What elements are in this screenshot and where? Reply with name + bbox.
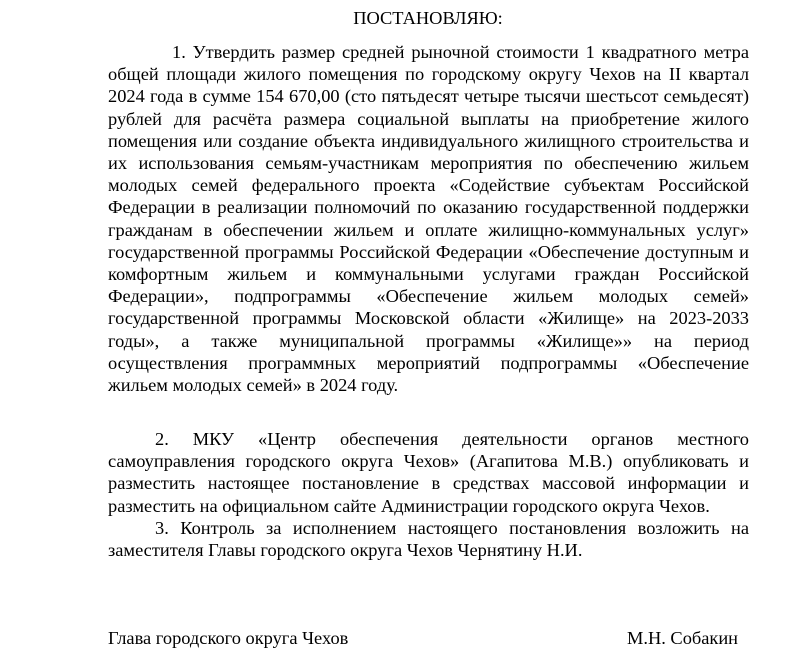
signature-position: Глава городского округа Чехов: [108, 628, 349, 648]
paragraph-3: 3. Контроль за исполнением настоящего постановления возложить на заместителя Главы городского округа Чехов Чернятину Н.И.: [108, 518, 749, 561]
paragraph-2: 2. МКУ «Центр обеспечения деятельности органов местного самоуправления городского округа Чехов» (Агапитова М.В.) опубликовать и разместить настоящее постановление в средствах массовой информации и разместить на официальном сайте Администрации городского округа Чехов.: [108, 429, 749, 516]
resolution-heading: ПОСТАНОВЛЯЮ:: [353, 8, 503, 28]
signature-name: М.Н. Собакин: [627, 628, 739, 648]
paragraph-1: 1. Утвердить размер средней рыночной стоимости 1 квадратного метра общей площади жилого помещения по городскому округу Чехов на II квартал 2024 года в сумме 154 670,00 (сто пятьдесят четыре тысячи шестьсот семьдесят) рублей для расчёта размера социальной выплаты на приобретение жилого помещения или создание объекта индивидуального жилищного строительства и их использования семьям-участникам мероприятия по обеспечению жильем молодых семей федерального проекта «Содействие субъектам Российской Федерации в реализации полномочий по оказанию государственной поддержки гражданам в обеспечении жильем и оплате жилищно-коммунальных услуг» государственной программы Российской Федерации «Обеспечение доступным и комфортным жильем и коммунальными услугами граждан Российской Федерации», подпрограммы «Обеспечение жильем молодых семей» государственной программы Московской области «Жилище» на 2023-2033 годы», а также муниципальной программы «Жилище»» на период осуществления программных мероприятий подпрограммы «Обеспечение жильем молодых семей» в 2024 году.: [108, 42, 749, 396]
